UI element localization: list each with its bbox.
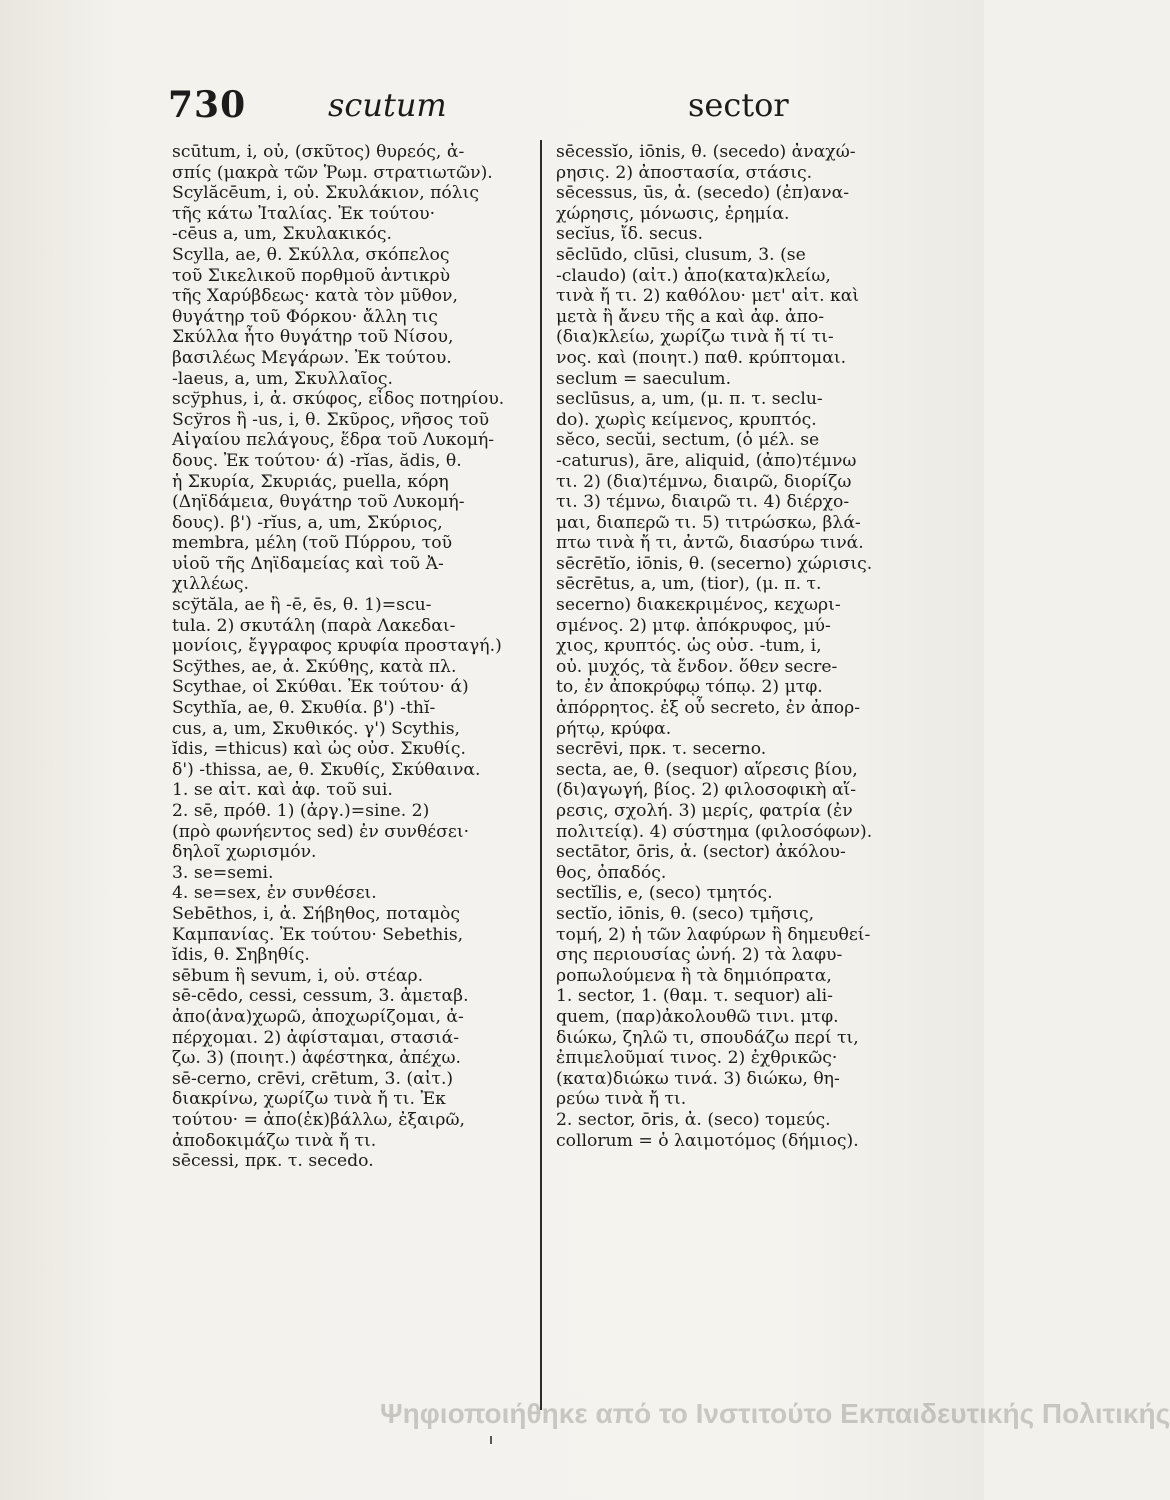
entry-line: ĭdis, =thicus) καὶ ὡς οὐσ. Σκυθίς. <box>172 739 466 760</box>
entry-line: seclum = saeculum. <box>556 368 732 389</box>
entry-line: ροπωλούμενα ἢ τὰ δημιόπρατα, <box>556 965 832 986</box>
entry-line: τι. 2) (δια)τέμνω, διαιρῶ, διορίζω <box>556 471 852 492</box>
entry-line: cus, a, um, Σκυθικός. γ') Scythis, <box>172 718 461 739</box>
entry-line: secerno) διακεκριμένος, κεχωρι- <box>556 595 841 616</box>
entry-line: τῆς κάτω Ἰταλίας. Ἐκ τούτου· <box>172 203 436 224</box>
page-number: 730 <box>168 84 247 126</box>
library-watermark: Ψηφιοποιήθηκε από το Ινστιτούτο Εκπαιδευτικής Πολιτικής <box>380 1398 1170 1429</box>
entry-line: sēcrētus, a, um, (tior), (μ. π. τ. <box>556 574 822 595</box>
entry-line: Scylla, ae, θ. Σκύλλα, σκόπελος <box>172 244 450 265</box>
entry-line: σμένος. 2) μτφ. ἀπόκρυφος, μύ- <box>556 615 831 636</box>
entry-line: θυγάτηρ τοῦ Φόρκου· ἄλλη τις <box>172 306 438 327</box>
entry-line: sectĭo, iōnis, θ. (seco) τμῆσις, <box>556 903 815 924</box>
entry-line: σης περιουσίας ὠνή. 2) τὰ λαφυ- <box>556 945 843 966</box>
entry-line: collorum = ὁ λαιμοτόμος (δήμιος). <box>556 1130 859 1151</box>
column-divider <box>540 140 542 1410</box>
entry-line: -caturus), āre, aliquid, (ἀπο)τέμνω <box>556 450 857 471</box>
entry-line: χώρησις, μόνωσις, ἐρημία. <box>556 203 790 224</box>
entry-line: Scўros ἢ -us, i, θ. Σκῦρος, νῆσος τοῦ <box>172 409 490 430</box>
entry-line: διακρίνω, χωρίζω τινὰ ἤ τι. Ἐκ <box>172 1089 446 1110</box>
right-column <box>556 142 944 1442</box>
entry-line: χιος, κρυπτός. ὡς οὐσ. -tum, i, <box>556 636 822 657</box>
entry-line: τῆς Χαρύβδεως· κατὰ τὸν μῦθον, <box>172 286 458 307</box>
entry-line: σπίς (μακρὰ τῶν Ῥωμ. στρατιωτῶν). <box>172 162 493 183</box>
entry-line: sēbum ἢ sevum, i, οὐ. στέαρ. <box>172 965 424 986</box>
entry-line: 3. se=semi. <box>172 862 274 883</box>
entry-line: scūtum, i, οὐ, (σκῦτος) θυρεός, ἀ- <box>172 142 465 162</box>
entry-line: sēcessĭo, iōnis, θ. (secedo) ἀναχώ- <box>556 142 856 162</box>
entry-line: sectĭlis, e, (seco) τμητός. <box>556 883 773 904</box>
entry-line: scўphus, i, ἀ. σκύφος, εἶδος ποτηρίου. <box>172 389 505 410</box>
entry-line: sēclūdo, clūsi, clusum, 3. (se <box>556 244 806 265</box>
entry-line: (Δηϊδάμεια, θυγάτηρ τοῦ Λυκομή- <box>172 492 465 513</box>
entry-line: -laeus, a, um, Σκυλλαῖος. <box>172 368 393 389</box>
entry-line: ζω. 3) (ποιητ.) ἀφέστηκα, ἀπέχω. <box>172 1048 461 1069</box>
entry-line: νος. καὶ (ποιητ.) παθ. κρύπτομαι. <box>556 347 847 368</box>
entry-line: ἐπιμελοῦμαί τινος. 2) ἐχθρικῶς· <box>556 1048 838 1069</box>
page-header <box>168 84 798 134</box>
entry-line: Αἰγαίου πελάγους, ἕδρα τοῦ Λυκομή- <box>172 430 495 451</box>
entry-line: 2. sector, ōris, ἀ. (seco) τομεύς. <box>556 1109 831 1130</box>
entry-line: δ') -thissa, ae, θ. Σκυθίς, Σκύθαινα. <box>172 759 481 780</box>
entry-line: sēcessi, πρκ. τ. secedo. <box>172 1151 374 1172</box>
entry-line: μονίοις, ἔγγραφος κρυφία προσταγή.) <box>172 636 502 657</box>
left-guide-word: scutum <box>328 86 447 124</box>
entry-line: ρεύω τινὰ ἤ τι. <box>556 1089 687 1110</box>
entry-line: (δι)αγωγή, βίος. 2) φιλοσοφικὴ αἵ- <box>556 780 857 801</box>
entry-line: μαι, διαπερῶ τι. 5) τιτρώσκω, βλά- <box>556 512 861 533</box>
entry-line: Scylăcēum, i, οὐ. Σκυλάκιον, πόλις <box>172 183 480 204</box>
entry-line: sēcessus, ūs, ἀ. (secedo) (ἐπ)ανα- <box>556 183 850 204</box>
entry-line: -cēus a, um, Σκυλακικός. <box>172 224 392 245</box>
entry-line: sĕco, secŭi, sectum, (ὁ μέλ. se <box>556 430 820 451</box>
entry-line: υἱοῦ τῆς Δηϊδαμείας καὶ τοῦ Ἀ- <box>172 553 444 574</box>
entry-line: χιλλέως. <box>172 574 249 595</box>
entry-line: ρεσις, σχολή. 3) μερίς, φατρία (ἐν <box>556 801 853 821</box>
entry-line: sē-cēdo, cessi, cessum, 3. ἀμεταβ. <box>172 986 469 1007</box>
entry-line: δους). β') -rĭus, a, um, Σκύριος, <box>172 512 443 533</box>
entry-line: 1. sector, 1. (θαμ. τ. sequor) ali- <box>556 986 833 1007</box>
entry-line: πτω τινὰ ἤ τι, ἀντῶ, διασύρω τινά. <box>556 533 864 554</box>
entry-line: 4. se=sex, ἐν συνθέσει. <box>172 883 377 904</box>
entry-line: sēcrētĭo, iōnis, θ. (secerno) χώρισις. <box>556 553 873 574</box>
entry-line: μετὰ ἢ ἄνευ τῆς a καὶ ἀφ. ἀπο- <box>556 306 825 327</box>
entry-line: sē-cerno, crēvi, crētum, 3. (αἰτ.) <box>172 1068 454 1089</box>
entry-line: secĭus, ἴδ. secus. <box>556 224 703 245</box>
entry-line: do). χωρὶς κείμενος, κρυπτός. <box>556 409 817 430</box>
entry-line: to, ἐν ἀποκρύφῳ τόπῳ. 2) μτφ. <box>556 677 823 698</box>
entry-line: ἀπόρρητος. ἐξ οὗ secreto, ἐν ἀπορ- <box>556 698 861 719</box>
left-column <box>172 142 534 1442</box>
entry-line: πέρχομαι. 2) ἀφίσταμαι, στασιά- <box>172 1027 460 1048</box>
entry-line: οὐ. μυχός, τὰ ἔνδον. ὅθεν secre- <box>556 656 838 677</box>
entry-line: τούτου· = ἀπο(ἐκ)βάλλω, ἐξαιρῶ, <box>172 1109 465 1130</box>
entry-line: Σκύλλα ἦτο θυγάτηρ τοῦ Νίσου, <box>172 327 454 348</box>
entry-line: τινὰ ἤ τι. 2) καθόλου· μετ' αἰτ. καὶ <box>556 286 860 307</box>
entry-line: tula. 2) σκυτάλη (παρὰ Λακεδαι- <box>172 615 456 636</box>
entry-line: ĭdis, θ. Σηβηθίς. <box>172 945 310 966</box>
entry-line: seclūsus, a, um, (μ. π. τ. seclu- <box>556 389 823 410</box>
entry-line: Sebēthos, i, ἀ. Σήβηθος, ποταμὸς <box>172 903 460 924</box>
entry-line: (κατα)διώκω τινά. 3) διώκω, θη- <box>556 1068 840 1089</box>
entry-line: sectātor, ōris, ἀ. (sector) ἀκόλου- <box>556 842 846 863</box>
entry-line: Scythĭa, ae, θ. Σκυθία. β') -thĭ- <box>172 698 436 719</box>
entry-line: scўtăla, ae ἢ -ē, ēs, θ. 1)=scu- <box>172 595 432 616</box>
entry-line: quem, (παρ)ἀκολουθῶ τινι. μτφ. <box>556 1006 839 1027</box>
entry-line: 2. sē, πρόθ. 1) (ἀργ.)=sine. 2) <box>172 801 430 821</box>
entry-line: (πρὸ φωνήεντος sed) ἐν συνθέσει· <box>172 821 470 842</box>
entry-line: ἀποδοκιμάζω τινὰ ἤ τι. <box>172 1130 377 1151</box>
entry-line: Scўthes, ae, ἀ. Σκύθης, κατὰ πλ. <box>172 656 457 677</box>
entry-line: -claudo) (αἰτ.) ἀπο(κατα)κλείω, <box>556 265 831 286</box>
entry-line: θος, ὀπαδός. <box>556 862 667 883</box>
entry-line: διώκω, ζηλῶ τι, σπουδάζω περί τι, <box>556 1027 859 1048</box>
entry-line: δηλοῖ χωρισμόν. <box>172 842 317 863</box>
entry-line: ἀπο(ἀνα)χωρῶ, ἀποχωρίζομαι, ἀ- <box>172 1006 464 1027</box>
entry-line: ρησις. 2) ἀποστασία, στάσις. <box>556 162 813 183</box>
entry-line: δους. Ἐκ τούτου· ά) -rĭas, ădis, θ. <box>172 450 462 471</box>
entry-line: 1. se αἰτ. καὶ ἀφ. τοῦ sui. <box>172 780 393 801</box>
entry-line: τομή, 2) ἡ τῶν λαφύρων ἢ δημευθεί- <box>556 924 871 945</box>
entry-line: Scythae, οἱ Σκύθαι. Ἐκ τούτου· ά) <box>172 677 469 698</box>
entry-line: Καμπανίας. Ἐκ τούτου· Sebethis, <box>172 924 464 945</box>
page-mark <box>490 1436 492 1444</box>
entry-line: (δια)κλείω, χωρίζω τινὰ ἤ τί τι- <box>556 327 834 348</box>
entry-line: βασιλέως Μεγάρων. Ἐκ τούτου. <box>172 347 452 368</box>
entry-line: τοῦ Σικελικοῦ πορθμοῦ ἀντικρὺ <box>172 265 451 286</box>
entry-line: secrēvi, πρκ. τ. secerno. <box>556 739 767 760</box>
right-guide-word: sector <box>688 86 789 124</box>
entry-line: τι. 3) τέμνω, διαιρῶ τι. 4) διέρχο- <box>556 492 850 513</box>
entry-line: secta, ae, θ. (sequor) αἵρεσις βίου, <box>556 759 858 780</box>
entry-line: ρήτῳ, κρύφα. <box>556 718 672 739</box>
entry-line: πολιτείᾳ). 4) σύστημα (φιλοσόφων). <box>556 821 873 842</box>
entry-line: ἡ Σκυρία, Σκυριάς, puella, κόρη <box>172 471 449 492</box>
entry-line: membra, μέλη (τοῦ Πύρρου, τοῦ <box>172 533 453 554</box>
